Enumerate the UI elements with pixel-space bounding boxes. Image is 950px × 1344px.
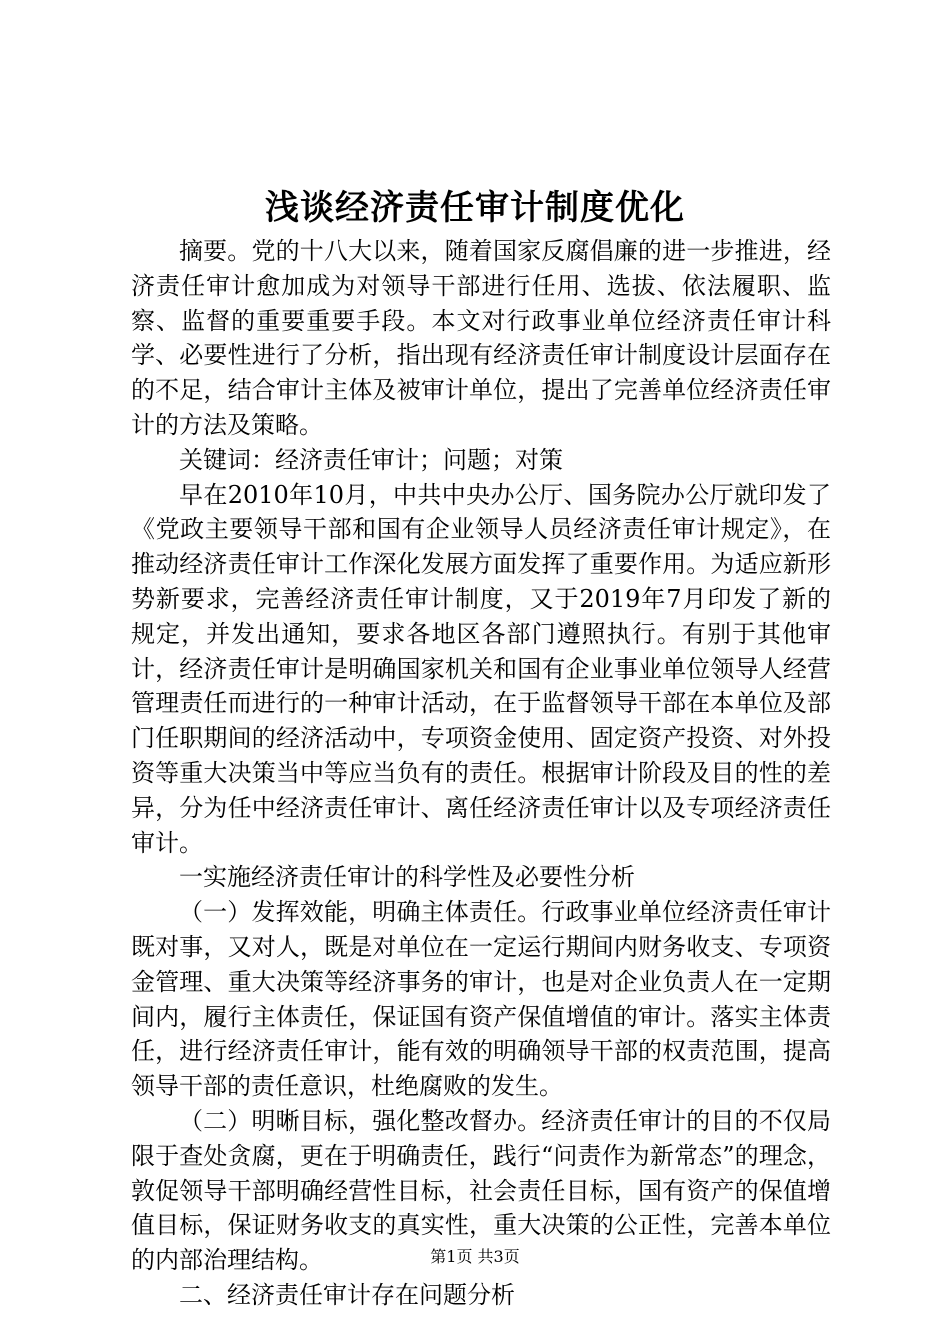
document-title: 浅谈经济责任审计制度优化 bbox=[265, 188, 685, 228]
section-heading-1: 一实施经济责任审计的科学性及必要性分析 bbox=[179, 863, 635, 892]
page-footer: 第1页 共3页 bbox=[430, 1247, 520, 1266]
subsection-paragraph-2: （二）明晰目标，强化整改督办。经济责任审计的目的不仅局限于查处贪腐，更在于明确责任，践行“问责作为新常态”的理念，敦促领导干部明确经营性目标，社会责任目标，国有资产的保值增值目标，保证财务收支的真实性，重大决策的公正性，完善本单位的内部治理结构。 bbox=[131, 1106, 831, 1275]
abstract-paragraph: 摘要。党的十八大以来，随着国家反腐倡廉的进一步推进，经济责任审计愈加成为对领导干部进行任用、选拔、依法履职、监察、监督的重要重要手段。本文对行政事业单位经济责任审计科学、必要性进行了分析，指出现有经济责任审计制度设计层面存在的不足，结合审计主体及被审计单位，提出了完善单位经济责任审计的方法及策略。 bbox=[131, 237, 831, 439]
subsection-paragraph-1: （一）发挥效能，明确主体责任。行政事业单位经济责任审计既对事，又对人，既是对单位在一定运行期间内财务收支、专项资金管理、重大决策等经济事务的审计，也是对企业负责人在一定期间内，履行主体责任，保证国有资产保值增值的审计。落实主体责任，进行经济责任审计，能有效的明确领导干部的权责范围，提高领导干部的责任意识，杜绝腐败的发生。 bbox=[131, 898, 831, 1101]
intro-paragraph: 早在2010年10月，中共中央办公厅、国务院办公厅就印发了《党政主要领导干部和国有企业领导人员经济责任审计规定》，在推动经济责任审计工作深化发展方面发挥了重要作用。为适应新形势新要求，完善经济责任审计制度，又于2019年7月印发了新的规定，并发出通知，要求各地区各部门遵照执行。有别于其他审计，经济责任审计是明确国家机关和国有企业事业单位领导人经营管理责任而进行的一种审计活动，在于监督领导干部在本单位及部门任职期间的经济活动中，专项资金使用、固定资产投资、对外投资等重大决策当中等应当负有的责任。根据审计阶段及目的性的差异，分为任中经济责任审计、离任经济责任审计以及专项经济责任审计。 bbox=[131, 480, 831, 857]
keywords-paragraph: 关键词：经济责任审计；问题；对策 bbox=[179, 445, 563, 474]
document-body bbox=[131, 234, 831, 1313]
section-heading-2: 二、经济责任审计存在问题分析 bbox=[179, 1280, 515, 1309]
